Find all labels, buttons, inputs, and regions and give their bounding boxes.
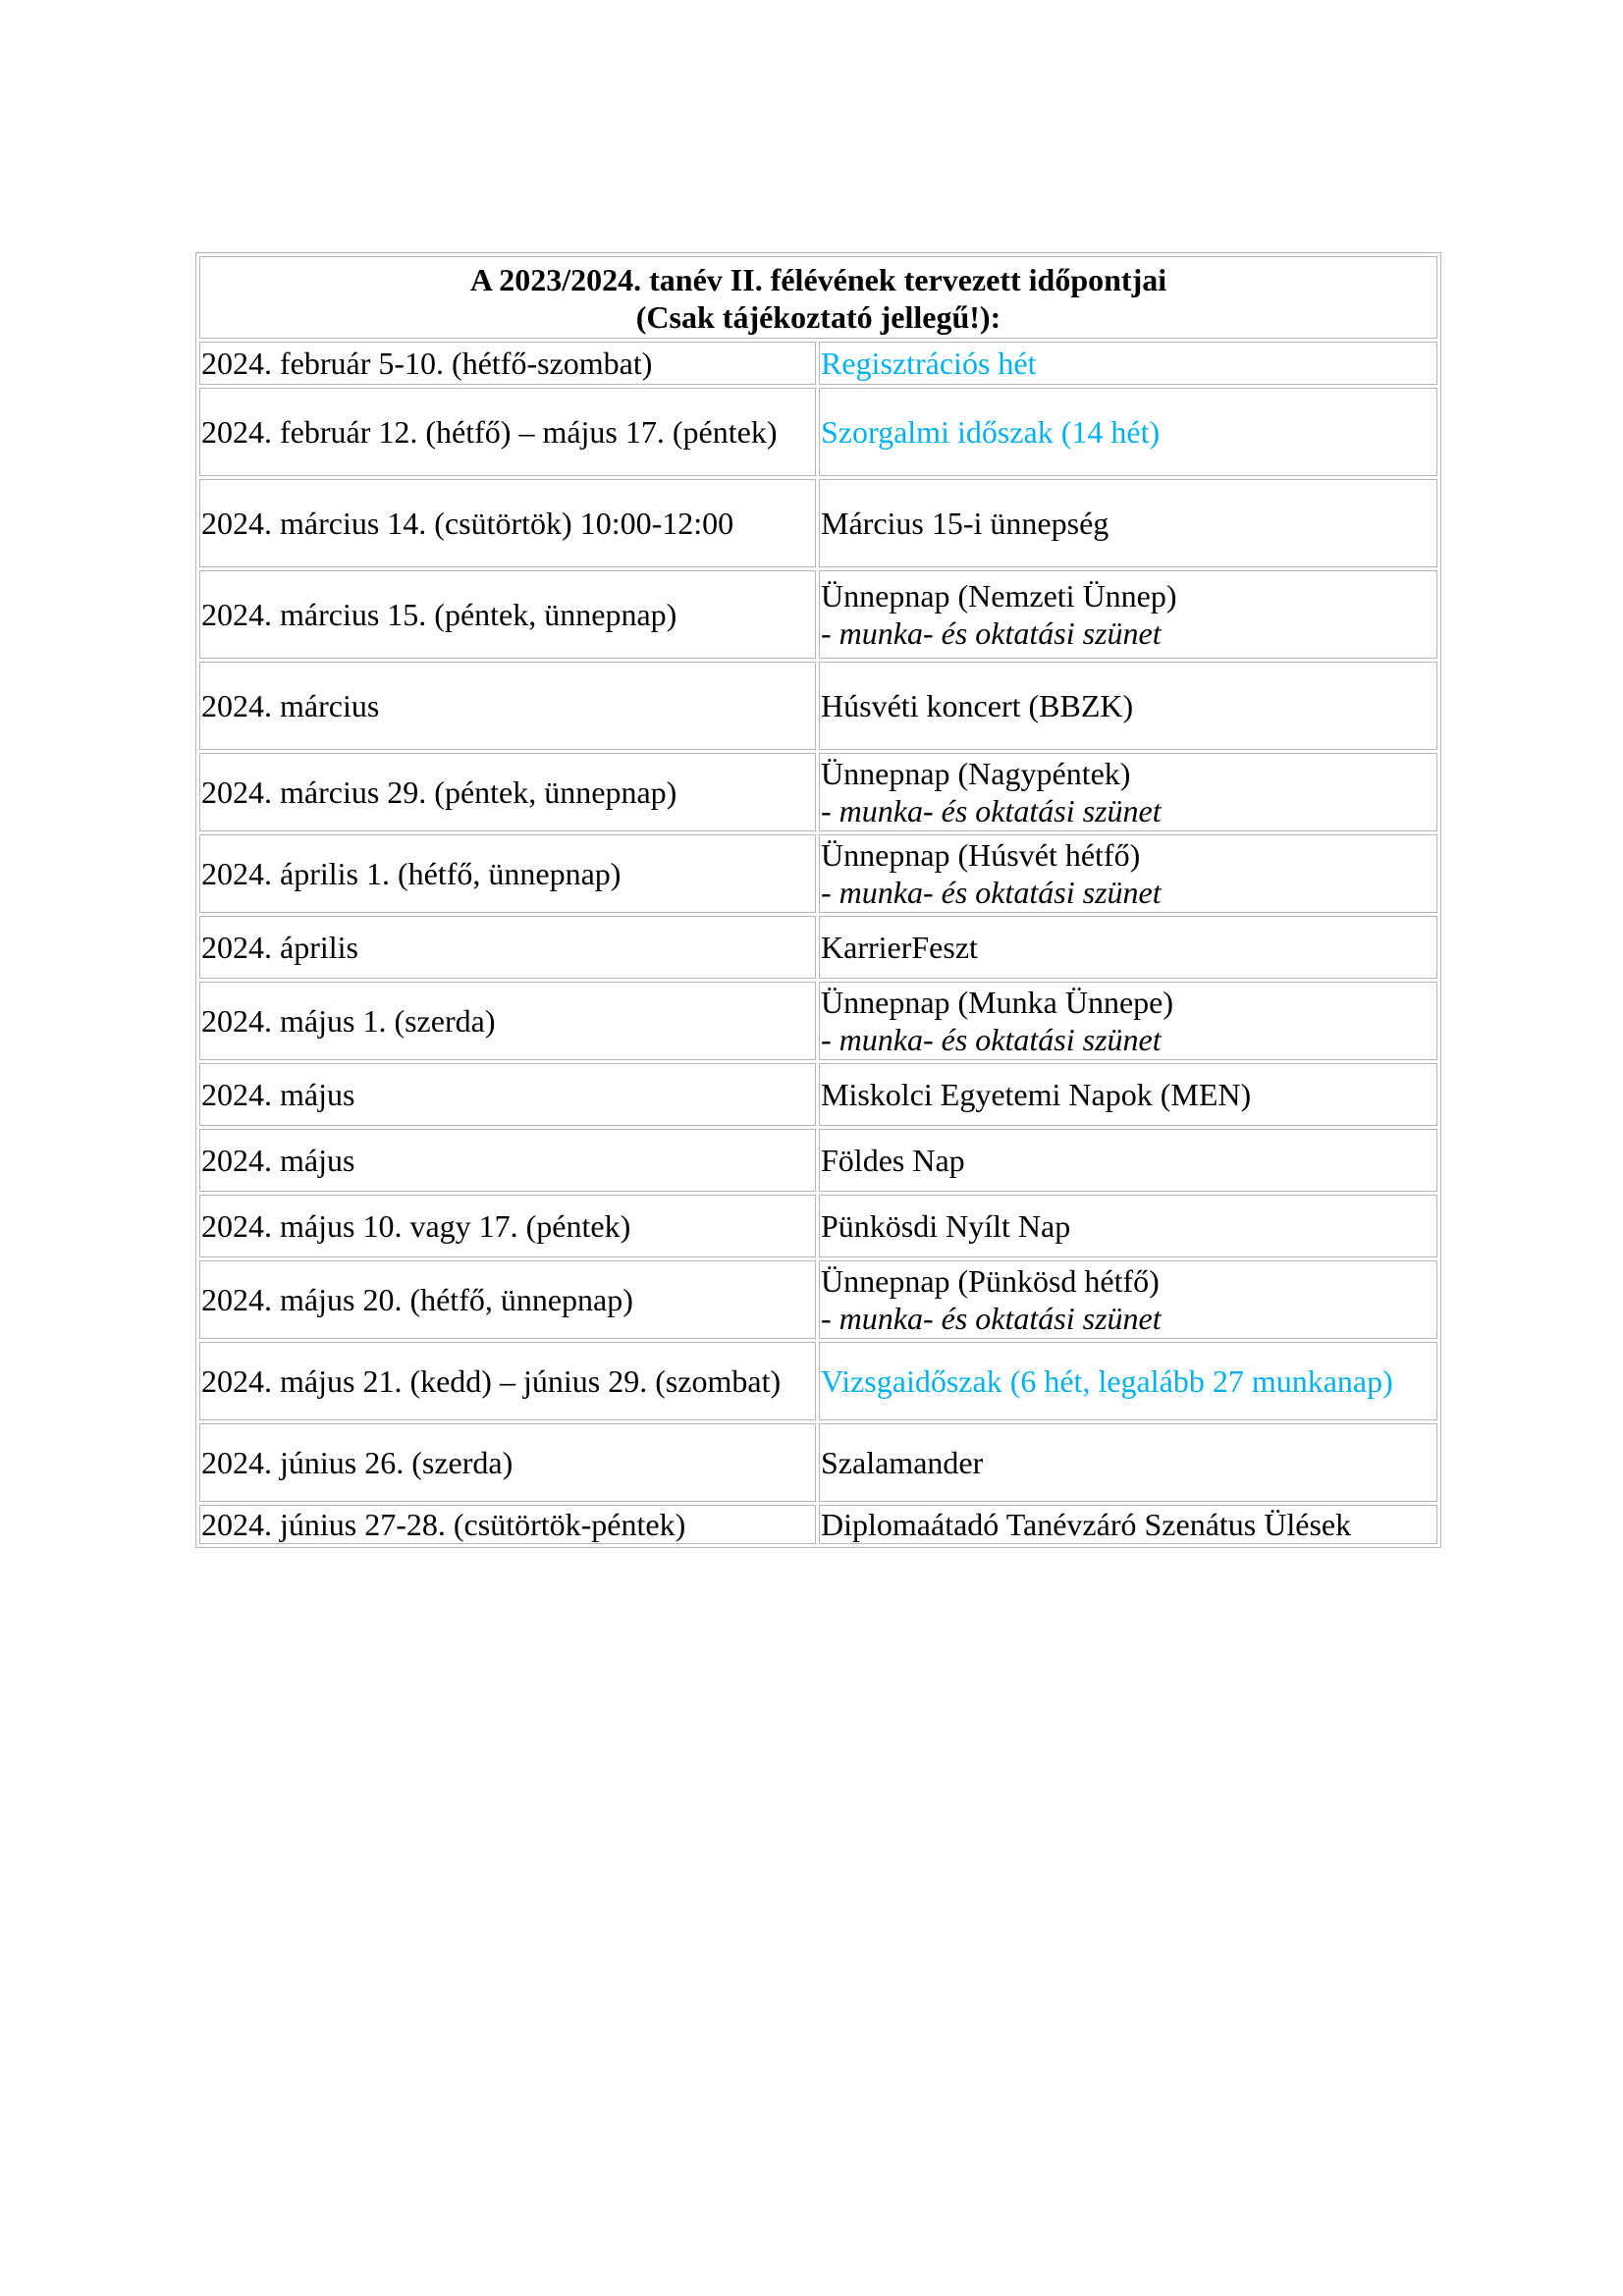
event-cell (819, 662, 1437, 750)
title-line-2: (Csak tájékoztató jellegű!): (635, 299, 1001, 335)
table-row (199, 388, 1437, 476)
event-cell (819, 834, 1437, 913)
date-cell: 2024. május 10. vagy 17. (péntek) (199, 1195, 816, 1257)
event-label: KarrierFeszt (821, 930, 978, 965)
date-cell: 2024. május (199, 1063, 816, 1126)
table-row (199, 1423, 1437, 1502)
event-label: Március 15-i ünnepség (821, 506, 1109, 541)
event-cell (819, 753, 1437, 831)
date-cell: 2024. március 15. (péntek, ünnepnap) (199, 570, 816, 659)
event-note: - munka- és oktatási szünet (821, 793, 1162, 828)
event-label: Szalamander (821, 1445, 984, 1480)
table-row (199, 662, 1437, 750)
schedule-table (195, 252, 1441, 1548)
event-label: Ünnepnap (Munka Ünnepe) (821, 985, 1173, 1020)
table-row (199, 570, 1437, 659)
event-cell (819, 1342, 1437, 1420)
date-cell: 2024. február 5-10. (hétfő-szombat) (199, 342, 816, 385)
event-label: Vizsgaidőszak (6 hét, legalább 27 munkanap) (821, 1363, 1393, 1399)
date-cell: 2024. március 14. (csütörtök) 10:00-12:00 (199, 479, 816, 567)
event-label: Miskolci Egyetemi Napok (MEN) (821, 1077, 1252, 1112)
date-cell: 2024. június 27-28. (csütörtök-péntek) (199, 1505, 816, 1544)
date-cell: 2024. június 26. (szerda) (199, 1423, 816, 1502)
schedule-body (199, 256, 1437, 1544)
table-row (199, 1342, 1437, 1420)
event-label: Pünkösdi Nyílt Nap (821, 1208, 1071, 1244)
event-label: Földes Nap (821, 1143, 965, 1178)
event-cell (819, 388, 1437, 476)
event-cell (819, 570, 1437, 659)
table-header-row (199, 256, 1437, 339)
date-cell: 2024. május 21. (kedd) – június 29. (szombat) (199, 1342, 816, 1420)
event-label: Húsvéti koncert (BBZK) (821, 688, 1134, 723)
table-row (199, 1505, 1437, 1544)
event-cell (819, 479, 1437, 567)
date-cell: 2024. április 1. (hétfő, ünnepnap) (199, 834, 816, 913)
event-cell (819, 342, 1437, 385)
event-note: - munka- és oktatási szünet (821, 1301, 1162, 1336)
table-row (199, 342, 1437, 385)
table-row (199, 982, 1437, 1060)
table-row (199, 479, 1437, 567)
date-cell: 2024. május (199, 1129, 816, 1192)
event-cell (819, 1063, 1437, 1126)
table-row (199, 1129, 1437, 1192)
event-cell (819, 1195, 1437, 1257)
table-row (199, 1195, 1437, 1257)
event-label: Ünnepnap (Húsvét hétfő) (821, 837, 1141, 873)
date-cell: 2024. február 12. (hétfő) – május 17. (péntek) (199, 388, 816, 476)
event-note: - munka- és oktatási szünet (821, 615, 1162, 651)
event-label: Szorgalmi időszak (14 hét) (821, 414, 1161, 450)
event-label: Ünnepnap (Nemzeti Ünnep) (821, 578, 1177, 614)
date-cell: 2024. május 1. (szerda) (199, 982, 816, 1060)
event-label: Diplomaátadó Tanévzáró Szenátus Ülések (821, 1507, 1352, 1542)
event-label: Ünnepnap (Nagypéntek) (821, 756, 1131, 791)
table-row (199, 1260, 1437, 1339)
event-cell (819, 1260, 1437, 1339)
date-cell: 2024. március 29. (péntek, ünnepnap) (199, 753, 816, 831)
event-cell (819, 982, 1437, 1060)
event-note: - munka- és oktatási szünet (821, 1022, 1162, 1057)
date-cell: 2024. április (199, 916, 816, 979)
event-cell (819, 1423, 1437, 1502)
event-cell (819, 1129, 1437, 1192)
event-label: Ünnepnap (Pünkösd hétfő) (821, 1263, 1160, 1299)
date-cell: 2024. március (199, 662, 816, 750)
table-row (199, 753, 1437, 831)
table-title (199, 256, 1437, 339)
event-cell (819, 1505, 1437, 1544)
title-line-1: A 2023/2024. tanév II. félévének tervezett időpontjai (469, 262, 1167, 297)
table-row (199, 834, 1437, 913)
table-row (199, 916, 1437, 979)
event-cell (819, 916, 1437, 979)
date-cell: 2024. május 20. (hétfő, ünnepnap) (199, 1260, 816, 1339)
table-row (199, 1063, 1437, 1126)
event-label: Regisztrációs hét (821, 346, 1037, 381)
event-note: - munka- és oktatási szünet (821, 875, 1162, 910)
